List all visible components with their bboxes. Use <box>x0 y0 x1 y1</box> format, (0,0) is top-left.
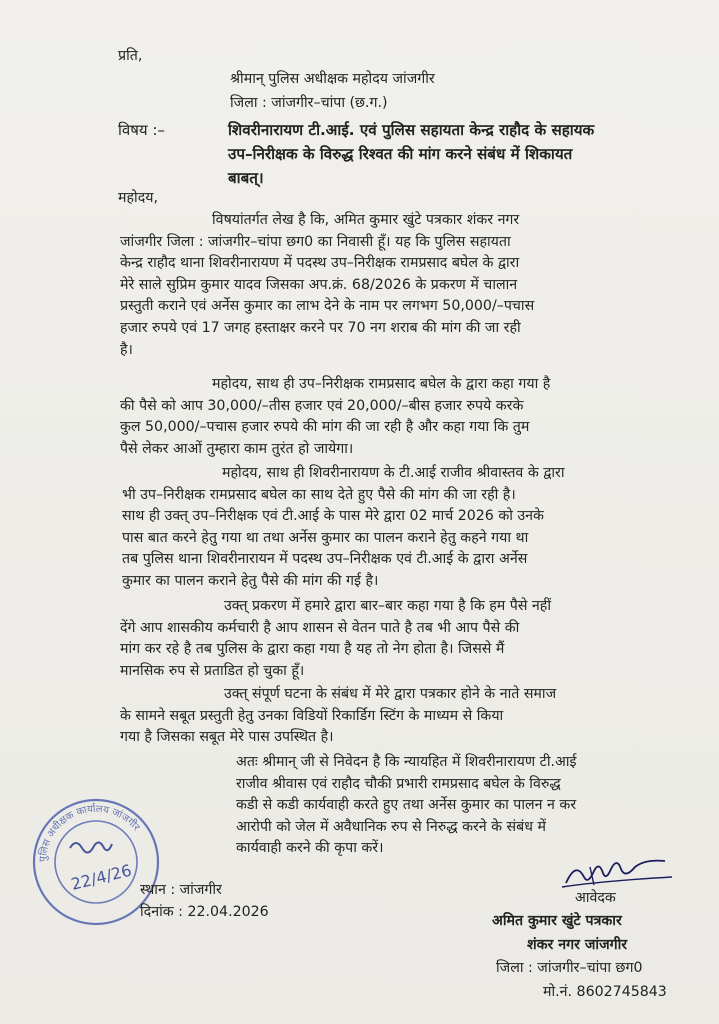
subject-line: शिवरीनारायण टी.आई. एवं पुलिस सहायता केन्द्र राहौद के सहायक <box>228 121 595 139</box>
paragraph-line: जांजगीर जिला : जांजगीर–चांपा छग0 का निवासी हूँ। यह कि पुलिस सहायता <box>120 233 511 250</box>
paragraph-line: तब पुलिस थाना शिवरीनारायन में पदस्थ उप–निरीक्षक एवं टी.आई के द्वारा अर्नेस <box>122 551 528 568</box>
applicant-mobile: मो.नं. 8602745843 <box>543 984 667 1000</box>
subject-line: बाबत्। <box>228 169 264 187</box>
paragraph-line: मांग कर रहे है तब पुलिस के द्वारा कहा गया है यह तो नेग होता है। जिससे मैं <box>120 641 505 658</box>
paragraph-line: की पैसे को आप 30,000/–तीस हजार एवं 20,000/–बीस हजार रुपये करके <box>120 397 524 414</box>
paragraph-line: राजीव श्रीवास एवं राहौद चौकी प्रभारी रामप्रसाद बघेल के विरुद्ध <box>236 775 561 792</box>
applicant-address-1: शंकर नगर जांजगीर <box>527 937 628 953</box>
place-line: स्थान : जांजगीर <box>140 882 222 898</box>
paragraph-line: मेरे साले सुप्रिम कुमार यादव जिसका अप.क्रं. 68/2026 के प्रकरण में चालान <box>120 276 518 293</box>
paragraph-line: उक्त् प्रकरण में हमारे द्वारा बार–बार कहा गया है कि हम पैसे नहीं <box>224 598 552 614</box>
paragraph-1 <box>120 210 534 361</box>
paragraph-line: आरोपी को जेल में अवैधानिक रुप से निरुद्ध करने के संबंध में <box>236 818 546 835</box>
paragraph-line: कडी से कडी कार्यवाही करते हुए तथा अर्नेस कुमार का पालन न कर <box>236 797 577 814</box>
paragraph-line: हजार रुपये एवं 17 जगह हस्ताक्षर करने पर 70 नग शराब की मांग की जा रही <box>120 319 521 336</box>
paragraph-line: के सामने सबूत प्रस्तुती हेतु उनका विडियों रिकार्डिग स्टिंग के माध्यम से किया <box>120 707 504 724</box>
paragraph-line: पैसे लेकर आओं तुम्हारा काम तुरंत हो जायेगा। <box>120 440 354 457</box>
paragraph-line: महोदय, साथ ही उप–निरीक्षक रामप्रसाद बघेल के द्वारा कहा गया है <box>212 376 551 392</box>
applicant-address-2: जिला : जांजगीर–चांपा छग0 <box>496 960 643 976</box>
stamp-ring-text: पुलिस अधीक्षक कार्यालय जांजगीर <box>37 803 142 863</box>
paragraph-4 <box>120 596 551 682</box>
applicant-signature <box>560 853 680 893</box>
recipient-line-2: जिला : जांजगीर–चांपा (छ.ग.) <box>230 95 388 111</box>
stamp-handwritten-date: 22/4/26 <box>69 860 134 894</box>
recipient-line-1: श्रीमान् पुलिस अधीक्षक महोदय जांजगीर <box>230 71 435 87</box>
paragraph-line: मानसिक रुप से प्रताडित हो चुका हूँ। <box>120 662 305 679</box>
paragraph-line: केन्द्र राहौद थाना शिवरीनारायण में पदस्थ उप–निरीक्षक रामप्रसाद बघेल के द्वारा <box>120 255 520 272</box>
date-line: दिनांक : 22.04.2026 <box>140 904 269 920</box>
paragraph-line: विषयांतर्गत लेख है कि, अमित कुमार खुंटे पत्रकार शंकर नगर <box>212 212 520 228</box>
paragraph-line: उक्त् संपूर्ण घटना के संबंध में मेरे द्वारा पत्रकार होने के नाते समाज <box>224 686 557 702</box>
svg-text:पुलिस अधीक्षक कार्यालय जांजगीर <box>37 803 142 862</box>
paragraph-5 <box>120 684 556 749</box>
subject-line: उप–निरीक्षक के विरुद्ध रिश्वत की मांग करने संबंध में शिकायत <box>228 145 573 163</box>
paragraph-line: भी उप–निरीक्षक रामप्रसाद बघेल का साथ देते हुए पैसे की मांग की जा रही है। <box>122 486 516 503</box>
subject-label: विषय :– <box>118 121 165 139</box>
paragraph-line: महोदय, साथ ही शिवरीनारायण के टी.आई राजीव श्रीवास्तव के द्वारा <box>222 465 565 481</box>
paragraph-line: प्रस्तुती कराने एवं अर्नेस कुमार का लाभ देने के नाम पर लगभग 50,000/–पचास <box>120 298 535 315</box>
prati-label: प्रति, <box>118 48 143 64</box>
salutation: महोदय, <box>118 190 158 206</box>
paragraph-line: साथ ही उक्त् उप–निरीक्षक एवं टी.आई के पास मेरे द्वारा 02 मार्च 2026 को उनके <box>122 508 544 525</box>
paragraph-6 <box>236 752 576 860</box>
subject-text <box>228 118 594 190</box>
paragraph-line: कुमार का पालन कराने हेतु पैसे की मांग की गई है। <box>122 572 379 589</box>
paragraph-line: गया है जिसका सबूत मेरे पास उपस्थित है। <box>120 729 334 746</box>
applicant-label: आवेदक <box>575 890 616 906</box>
paragraph-line: पास बात करने हेतु गया था तथा अर्नेस कुमार का पालन कराने हेतु कहने गया था <box>122 529 529 546</box>
paragraph-line: है। <box>120 341 133 358</box>
paragraph-2 <box>120 374 550 460</box>
paragraph-line: देंगे आप शासकीय कर्मचारी है आप शासन से वेतन पाते है तब भी आप पैसे की <box>120 619 520 636</box>
applicant-name: अमित कुमार खुंटे पत्रकार <box>492 913 622 929</box>
paragraph-line: अतः श्रीमान् जी से निवेदन है कि न्यायहित में शिवरीनारायण टी.आई <box>236 754 577 770</box>
paragraph-line: कार्यवाही करने की कृपा करें। <box>236 840 384 857</box>
paragraph-line: कुल 50,000/–पचास हजार रुपये की मांग की जा रही है और कहा गया कि तुम <box>120 419 530 436</box>
paragraph-3 <box>122 463 565 593</box>
